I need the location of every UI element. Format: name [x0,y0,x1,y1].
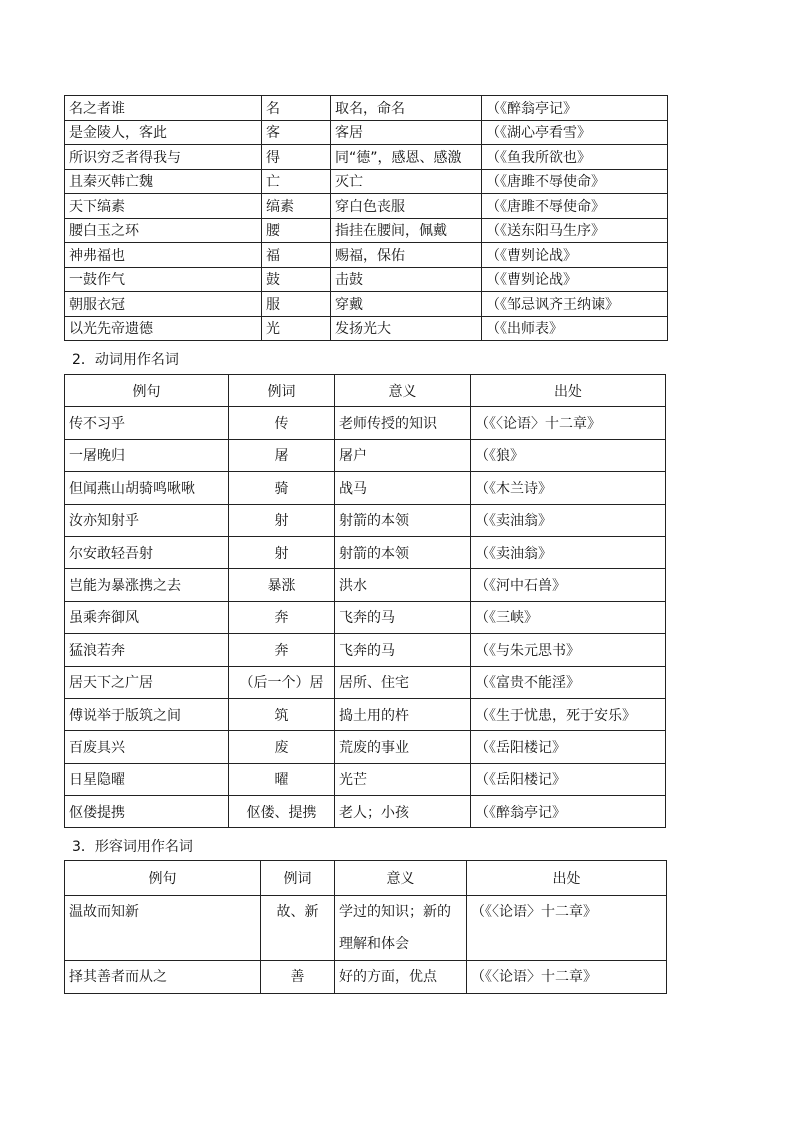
meaning-cell: 发扬光大 [331,316,482,341]
meaning-cell: 学过的知识；新的理解和体会 [335,896,467,961]
table-row [65,407,666,439]
example-sentence-cell: 且秦灭韩亡魏 [65,169,262,194]
section-heading-adjective-as-noun: 3．形容词用作名词 [72,839,193,855]
table-row [65,961,667,994]
example-word-cell: 客 [262,120,331,145]
meaning-cell: 取名，命名 [331,96,482,121]
example-word-cell: 屠 [229,439,335,471]
example-sentence-cell: 但闻燕山胡骑鸣啾啾 [65,472,229,504]
header-example-sentence: 例句 [65,861,261,896]
example-word-cell: 鼓 [262,267,331,292]
source-cell: （《〈论语〉十二章》 [467,896,667,961]
meaning-cell: 战马 [335,472,471,504]
table-row [65,96,668,121]
example-sentence-cell: 虽乘奔御风 [65,601,229,633]
header-meaning: 意义 [335,375,471,407]
example-word-cell: 骑 [229,472,335,504]
example-sentence-cell: 百废具兴 [65,731,229,763]
meaning-cell: 捣土用的杵 [335,698,471,730]
meaning-cell: 灭亡 [331,169,482,194]
example-sentence-cell: 尔安敢轻吾射 [65,536,229,568]
source-cell: （《醉翁亭记》 [471,796,666,828]
example-word-cell: 暴涨 [229,569,335,601]
source-cell: （《与朱元思书》 [471,634,666,666]
table-row [65,472,666,504]
example-word-cell: 光 [262,316,331,341]
example-sentence-cell: 傅说举于版筑之间 [65,698,229,730]
table-row [65,666,666,698]
meaning-cell: 老人；小孩 [335,796,471,828]
source-cell: （《醉翁亭记》 [482,96,668,121]
example-sentence-cell: 日星隐曜 [65,763,229,795]
source-cell: （《卖油翁》 [471,504,666,536]
header-example-word: 例词 [261,861,335,896]
example-word-cell: 曜 [229,763,335,795]
header-example-sentence: 例句 [65,375,229,407]
source-cell: （《湖心亭看雪》 [482,120,668,145]
example-sentence-cell: 腰白玉之环 [65,218,262,243]
section-heading-verb-as-noun: 2．动词用作名词 [72,352,179,368]
example-word-cell: 废 [229,731,335,763]
example-sentence-cell: 猛浪若奔 [65,634,229,666]
meaning-cell: 飞奔的马 [335,601,471,633]
table-header-row [65,375,666,407]
meaning-cell: 同“德”，感恩、感激 [331,145,482,170]
example-word-cell: 奔 [229,601,335,633]
meaning-cell: 老师传授的知识 [335,407,471,439]
example-sentence-cell: 传不习乎 [65,407,229,439]
table-row [65,218,668,243]
example-sentence-cell: 是金陵人，客此 [65,120,262,145]
source-cell: （《出师表》 [482,316,668,341]
example-word-cell: 传 [229,407,335,439]
header-meaning: 意义 [335,861,467,896]
table-row [65,243,668,268]
example-word-cell: 射 [229,504,335,536]
table-row [65,601,666,633]
source-cell: （《狼》 [471,439,666,471]
meaning-cell: 屠户 [335,439,471,471]
meaning-cell: 洪水 [335,569,471,601]
table-row [65,145,668,170]
example-sentence-cell: 择其善者而从之 [65,961,261,994]
example-word-cell: （后一个）居 [229,666,335,698]
example-sentence-cell: 居天下之广居 [65,666,229,698]
meaning-cell: 射箭的本领 [335,504,471,536]
source-cell: （《曹刿论战》 [482,267,668,292]
table-row [65,267,668,292]
example-sentence-cell: 天下缟素 [65,194,262,219]
source-cell: （《生于忧患，死于安乐》 [471,698,666,730]
example-sentence-cell: 岂能为暴涨携之去 [65,569,229,601]
noun-usage-table [64,95,668,341]
example-sentence-cell: 神弗福也 [65,243,262,268]
example-word-cell: 名 [262,96,331,121]
example-word-cell: 缟素 [262,194,331,219]
source-cell: （《唐雎不辱使命》 [482,169,668,194]
source-cell: （《〈论语〉十二章》 [471,407,666,439]
example-sentence-cell: 以光先帝遗德 [65,316,262,341]
table-row [65,896,667,961]
header-source: 出处 [471,375,666,407]
table-row [65,292,668,317]
table-row [65,120,668,145]
meaning-cell: 赐福，保佑 [331,243,482,268]
example-sentence-cell: 所识穷乏者得我与 [65,145,262,170]
source-cell: （《〈论语〉十二章》 [467,961,667,994]
table-row [65,316,668,341]
adjective-as-noun-table [64,860,667,994]
meaning-cell: 光芒 [335,763,471,795]
example-word-cell: 筑 [229,698,335,730]
example-word-cell: 奔 [229,634,335,666]
table-row [65,763,666,795]
example-sentence-cell: 温故而知新 [65,896,261,961]
source-cell: （《鱼我所欲也》 [482,145,668,170]
source-cell: （《岳阳楼记》 [471,763,666,795]
meaning-cell: 穿白色丧服 [331,194,482,219]
source-cell: （《送东阳马生序》 [482,218,668,243]
source-cell: （《邹忌讽齐王纳谏》 [482,292,668,317]
source-cell: （《岳阳楼记》 [471,731,666,763]
source-cell: （《富贵不能淫》 [471,666,666,698]
table-row [65,169,668,194]
meaning-cell: 击鼓 [331,267,482,292]
meaning-cell: 指挂在腰间，佩戴 [331,218,482,243]
table-row [65,698,666,730]
source-cell: （《河中石兽》 [471,569,666,601]
meaning-cell: 穿戴 [331,292,482,317]
example-sentence-cell: 朝服衣冠 [65,292,262,317]
example-sentence-cell: 汝亦知射乎 [65,504,229,536]
example-word-cell: 亡 [262,169,331,194]
meaning-cell: 好的方面，优点 [335,961,467,994]
example-word-cell: 故、新 [261,896,335,961]
meaning-cell: 飞奔的马 [335,634,471,666]
source-cell: （《曹刿论战》 [482,243,668,268]
example-word-cell: 伛偻、提携 [229,796,335,828]
verb-as-noun-table [64,374,666,828]
table-row [65,536,666,568]
example-sentence-cell: 一屠晚归 [65,439,229,471]
example-word-cell: 服 [262,292,331,317]
source-cell: （《卖油翁》 [471,536,666,568]
meaning-cell: 客居 [331,120,482,145]
table-row [65,634,666,666]
table-row [65,796,666,828]
meaning-cell: 居所、住宅 [335,666,471,698]
source-cell: （《木兰诗》 [471,472,666,504]
table-row [65,194,668,219]
example-word-cell: 腰 [262,218,331,243]
table-row [65,569,666,601]
example-word-cell: 得 [262,145,331,170]
table-row [65,731,666,763]
source-cell: （《唐雎不辱使命》 [482,194,668,219]
example-word-cell: 射 [229,536,335,568]
table-row [65,439,666,471]
example-word-cell: 福 [262,243,331,268]
meaning-cell: 射箭的本领 [335,536,471,568]
example-sentence-cell: 名之者谁 [65,96,262,121]
meaning-cell: 荒废的事业 [335,731,471,763]
table-row [65,504,666,536]
header-example-word: 例词 [229,375,335,407]
example-sentence-cell: 一鼓作气 [65,267,262,292]
source-cell: （《三峡》 [471,601,666,633]
example-sentence-cell: 伛偻提携 [65,796,229,828]
header-source: 出处 [467,861,667,896]
example-word-cell: 善 [261,961,335,994]
table-header-row [65,861,667,896]
